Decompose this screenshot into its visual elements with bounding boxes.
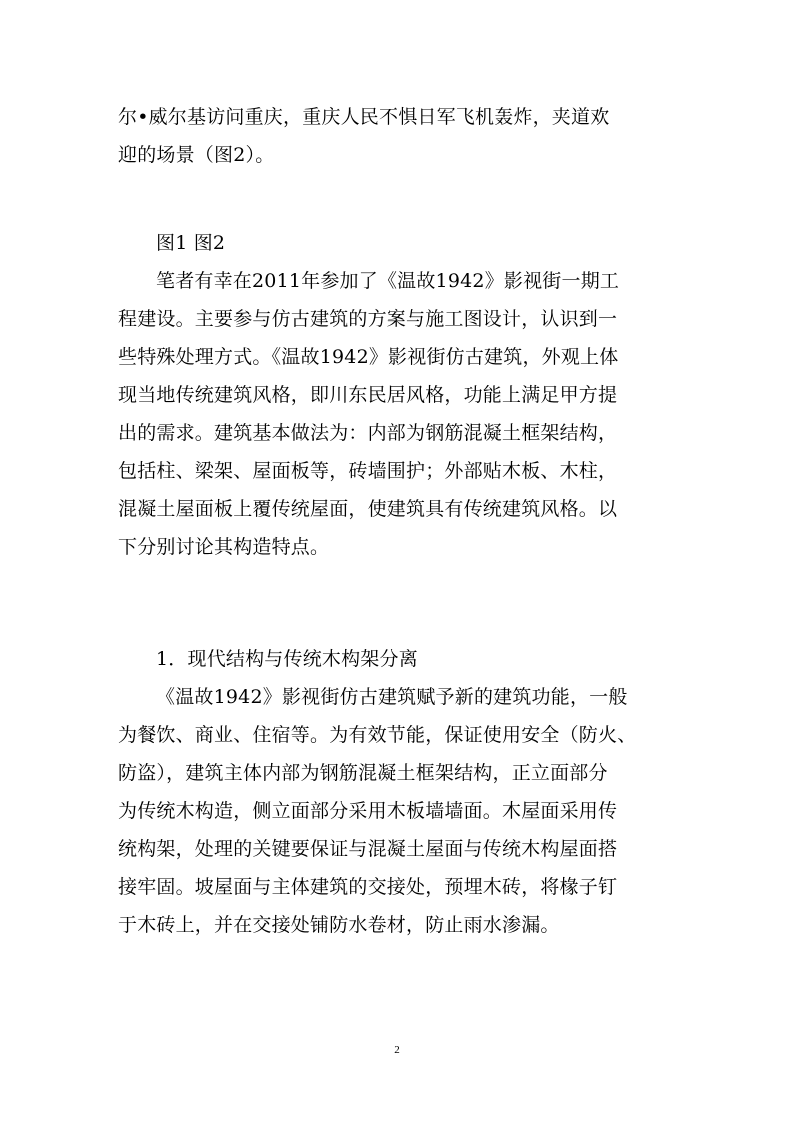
figure-caption: 图1 图2: [156, 232, 226, 254]
paragraph-line: 为传统木构造，侧立面部分采用木板墙墙面。木屋面采用传: [118, 800, 618, 822]
paragraph-line: 出的需求。建筑基本做法为：内部为钢筋混凝土框架结构，: [118, 422, 618, 444]
paragraph-line: 为餐饮、商业、住宿等。为有效节能，保证使用安全（防火、: [118, 724, 637, 746]
paragraph-line: 统构架，处理的关键要保证与混凝土屋面与传统木构屋面搭: [118, 838, 618, 860]
paragraph-line: 些特殊处理方式。《温故1942》影视街仿古建筑，外观上体: [118, 346, 619, 368]
page-number: 2: [394, 1044, 400, 1056]
paragraph-line: 于木砖上，并在交接处铺防水卷材，防止雨水渗漏。: [118, 914, 560, 936]
section1-paragraph: [118, 678, 680, 944]
paragraph-line: 尔•威尔基访问重庆，重庆人民不惧日军飞机轰炸，夹道欢: [118, 106, 610, 128]
section-heading: 1．现代结构与传统木构架分离: [156, 648, 418, 670]
paragraph-line: 程建设。主要参与仿古建筑的方案与施工图设计，认识到一: [118, 308, 618, 330]
section-heading-block: [118, 640, 680, 678]
paragraph-line: 现当地传统建筑风格，即川东民居风格，功能上满足甲方提: [118, 384, 618, 406]
paragraph-line: 《温故1942》影视街仿古建筑赋予新的建筑功能，一般: [156, 686, 628, 708]
paragraph-line: 下分别讨论其构造特点。: [118, 536, 330, 558]
paragraph-line: 接牢固。坡屋面与主体建筑的交接处，预埋木砖，将椽子钉: [118, 876, 618, 898]
paragraph-line: 包括柱、梁架、屋面板等，砖墙围护；外部贴木板、木柱，: [118, 460, 618, 482]
paragraph-line: 迎的场景（图2）。: [118, 144, 275, 166]
paragraph-line: 混凝土屋面板上覆传统屋面，使建筑具有传统建筑风格。以: [118, 498, 618, 520]
author-paragraph: [118, 262, 680, 566]
figure-caption-block: [118, 224, 680, 262]
continued-paragraph: [118, 98, 680, 174]
paragraph-line: 防盗），建筑主体内部为钢筋混凝土框架结构，正立面部分: [118, 762, 608, 784]
paragraph-line: 笔者有幸在2011年参加了《温故1942》影视街一期工: [156, 270, 620, 292]
